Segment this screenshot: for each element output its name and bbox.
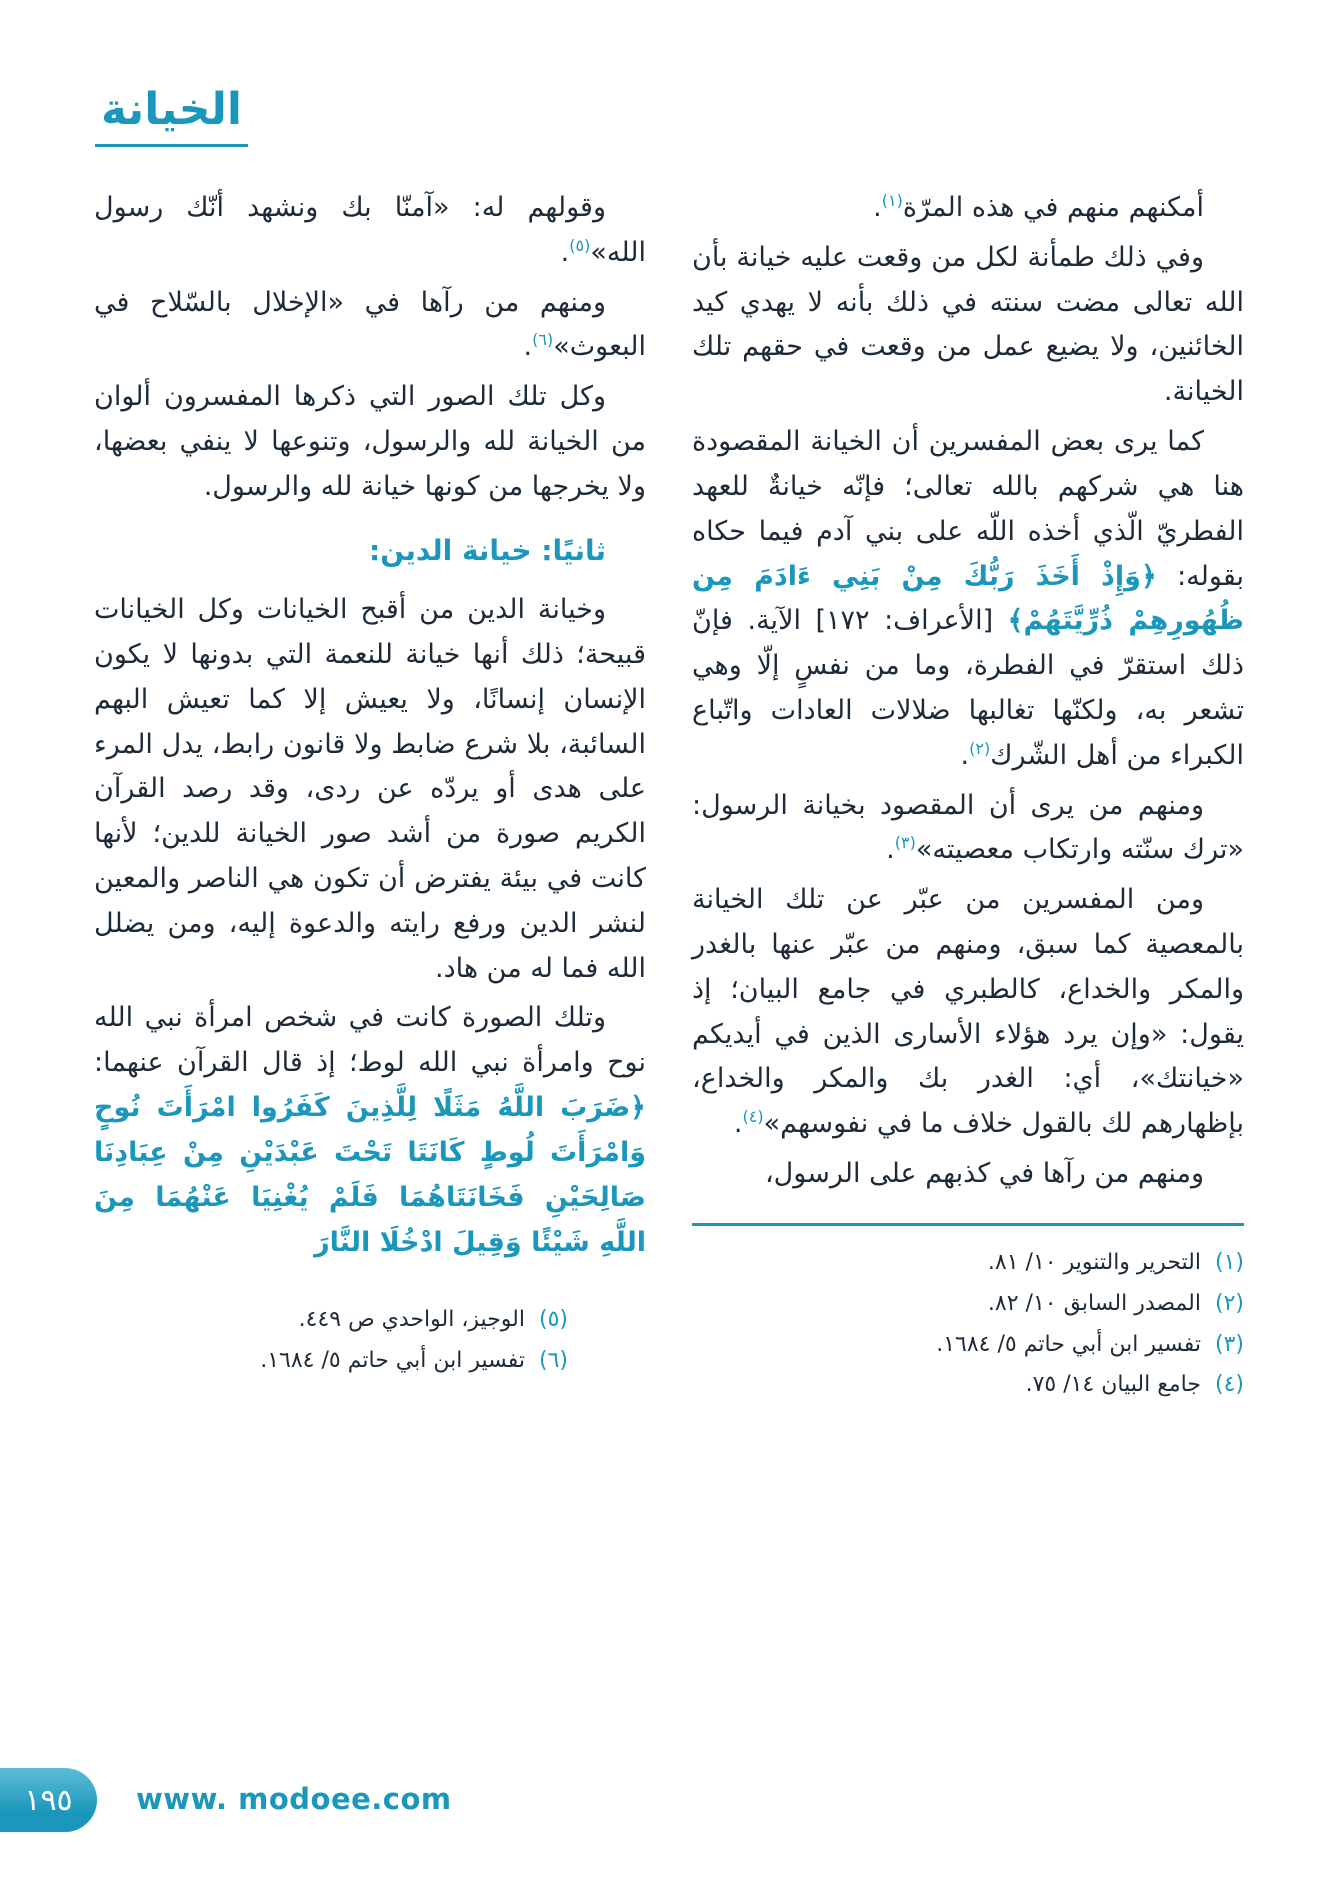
page-header: [95, 86, 248, 147]
footnote-item-5: [124, 1301, 568, 1339]
footnote-ref-5: (٥): [569, 235, 591, 255]
footnote-number: (١): [1214, 1249, 1244, 1275]
footnote-item-2: [692, 1285, 1244, 1323]
body-text: .: [873, 192, 882, 223]
paragraph-l3: [94, 375, 646, 509]
section-heading-religion-betrayal: ثانيًا: خيانة الدين:: [369, 533, 606, 567]
paragraph-l2: [94, 281, 646, 371]
paragraph-l1: [94, 186, 646, 276]
paragraph-r6: [692, 1152, 1244, 1197]
footnote-text: المصدر السابق ١٠/ ٨٢.: [987, 1290, 1201, 1316]
body-text: ومنهم من رآها في «الإخلال بالسّلاح في البعوث»: [94, 286, 646, 363]
body-text: ومنهم من يرى أن المقصود بخيانة الرسول: «ترك سنّته وارتكاب معصيته»: [692, 789, 1244, 866]
paragraph-r4: [692, 784, 1244, 874]
footnote-item-6: [124, 1342, 568, 1380]
footnotes-left: [94, 1301, 646, 1380]
body-text: ومن المفسرين من عبّر عن تلك الخيانة بالمعصية كما سبق، ومنهم من عبّر عنها بالغدر والمكر والخداع، كالطبري في جامع البيان؛ إذ يقول: «وإن يرد هؤلاء الأسارى الذين في أيديكم «خيانتك»، أي: الغدر بك والمكر والخداع، بإظهارهم لك بالقول خلاف ما في نفوسهم»: [692, 884, 1244, 1140]
footnote-text: تفسير ابن أبي حاتم ٥/ ١٦٨٤.: [936, 1331, 1201, 1357]
body-text: أمكنهم منهم في هذه المرّة: [902, 192, 1204, 223]
body-text: .: [960, 739, 970, 771]
body-text: وكل تلك الصور التي ذكرها المفسرون ألوان من الخيانة لله والرسول، وتنوعها لا ينفي بعضها، ولا يخرجها من كونها خيانة لله والرسول.: [94, 381, 646, 502]
body-text: ومنهم من رآها في كذبهم على الرسول،: [764, 1158, 1204, 1190]
quran-verse-tahrim: ﴿ضَرَبَ اللَّهُ مَثَلًا لِلَّذِينَ كَفَرُوا امْرَأَتَ نُوحٍ وَامْرَأَتَ لُوطٍ كَانَتَا تَحْتَ عَبْدَيْنِ مِنْ عِبَادِنَا صَالِحَيْنِ فَخَانَتَاهُمَا فَلَمْ يُغْنِيَا عَنْهُمَا مِنَ اللَّهِ شَيْئًا وَقِيلَ ادْخُلَا النَّارَ: [94, 1092, 646, 1258]
body-text: .: [886, 834, 895, 866]
footnote-item-1: [692, 1244, 1244, 1282]
footnotes-right: [692, 1244, 1244, 1404]
page-number: ١٩٥: [24, 1782, 73, 1818]
column-left: [94, 186, 646, 1407]
body-text: وقولهم له: «آمنّا بك ونشهد أنّك رسول الله»: [94, 192, 646, 268]
quran-verse-araf: ﴿وَإِذْ أَخَذَ رَبُّكَ مِنْ بَنِي ءَادَمَ مِن ظُهُورِهِمْ ذُرِّيَّتَهُمْ﴾: [692, 560, 1244, 637]
footnote-number: (٤): [1214, 1372, 1244, 1398]
footnote-text: الوجيز، الواحدي ص ٤٤٩.: [298, 1307, 525, 1333]
website-url: www. modoee.com: [136, 1782, 452, 1816]
footnote-ref-6: (٦): [532, 330, 554, 350]
two-column-body: [94, 186, 1244, 1407]
footnote-ref-1: (١): [881, 191, 903, 210]
footnote-text: التحرير والتنوير ١٠/ ٨١.: [987, 1249, 1201, 1275]
footnote-separator: [692, 1223, 1244, 1226]
paragraph-r5: [692, 878, 1244, 1147]
footnote-number: (٢): [1214, 1290, 1244, 1316]
body-text: وخيانة الدين من أقبح الخيانات وكل الخيانات قبيحة؛ ذلك أنها خيانة للنعمة التي بدونها لا يكون الإنسان إنسانًا، ولا يعيش إلا كما تعيش البهم السائبة، بلا شرع ضابط ولا قانون رابط، يدل المرء على هدى أو يردّه عن ردى، وقد رصد القرآن الكريم صورة من أشد صور الخيانة للدين؛ لأنها كانت في بيئة يفترض أن تكون هي الناصر والمعين لنشر الدين ورفع رايته والدعوة إليه، ومن يضلل الله فما له من هاد.: [94, 594, 646, 984]
chapter-title-calligraphy: الخيانة: [95, 86, 248, 147]
paragraph-l4: [94, 588, 646, 991]
footnote-item-4: [692, 1366, 1244, 1404]
footnote-text: تفسير ابن أبي حاتم ٥/ ١٦٨٤.: [260, 1348, 525, 1374]
body-text: .: [560, 236, 570, 268]
page-number-badge: [0, 1768, 97, 1832]
footnote-number: (٥): [538, 1307, 568, 1333]
footnote-text: جامع البيان ١٤/ ٧٥.: [1025, 1372, 1201, 1398]
paragraph-r2: [692, 236, 1244, 415]
footnote-ref-3: (٣): [894, 833, 916, 853]
body-text: [الأعراف: ١٧٢] الآية. فإنّ ذلك استقرّ في الفطرة، وما من نفسٍ إلّا وهي تشعر به، ولكنّها تغالبها ضلالات العادات واتّباع الكبراء من أهل الشّرك: [692, 605, 1244, 771]
body-text: .: [733, 1108, 743, 1140]
footnote-number: (٦): [538, 1348, 568, 1374]
footnote-number: (٣): [1214, 1331, 1244, 1357]
body-text: وتلك الصورة كانت في شخص امرأة نبي الله نوح وامرأة نبي الله لوط؛ إذ قال القرآن عنهما:: [94, 1002, 646, 1079]
column-right: [692, 186, 1244, 1407]
body-text: .: [523, 331, 533, 363]
footnote-ref-4: (٤): [742, 1107, 764, 1127]
footnote-ref-2: (٢): [969, 738, 991, 758]
paragraph-l5: [94, 996, 646, 1265]
paragraph-r3: [692, 420, 1244, 779]
footnote-item-3: [692, 1326, 1244, 1364]
paragraph-r1: [692, 186, 1244, 231]
body-text: كما يرى بعض المفسرين أن الخيانة المقصودة هنا هي شركهم بالله تعالى؛ فإنّه خيانةٌ للعهد الفطريّ الّذي أخذه اللّه على بني آدم فيما حكاه بقوله:: [692, 426, 1244, 592]
body-text: وفي ذلك طمأنة لكل من وقعت عليه خيانة بأن الله تعالى مضت سنته في ذلك بأنه لا يهدي كيد الخائنين، ولا يضيع عمل من وقعت في حقهم تلك الخيانة.: [692, 241, 1244, 408]
